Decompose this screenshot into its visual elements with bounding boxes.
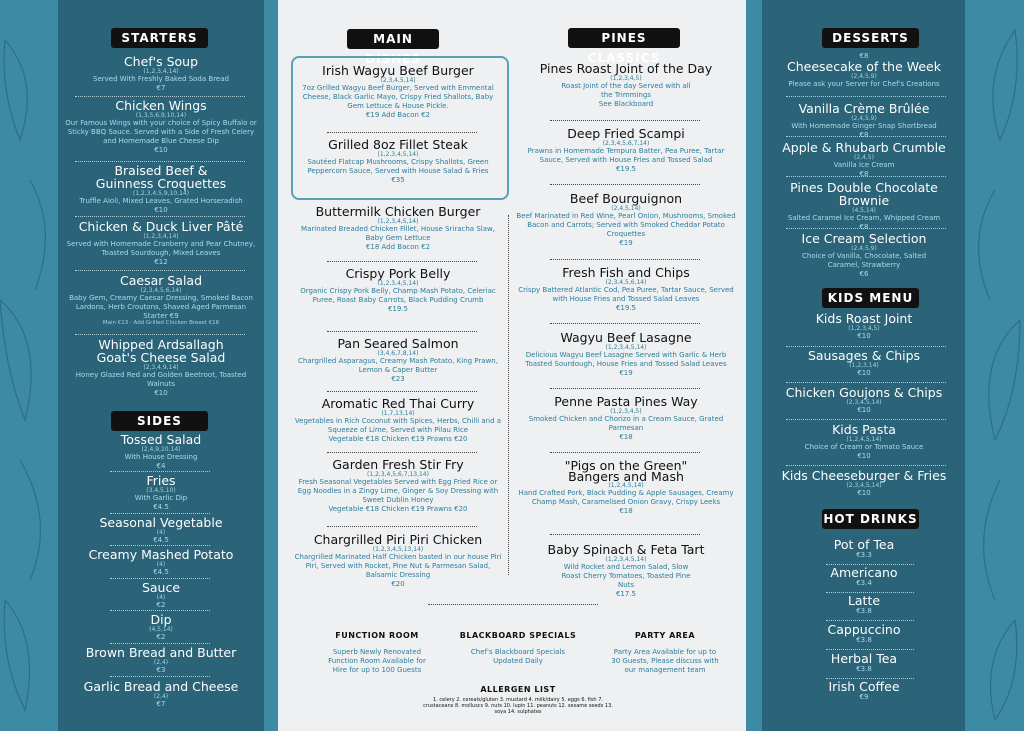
allergen-code: (1,2,3,4,5) [610,408,642,415]
classic-item [515,127,737,173]
item-price: €19.5 [615,304,637,312]
allergen-code: (4) [156,529,166,536]
item-description: Organic Crispy Pork Belly, Champ Mash Potato, Celeriac Puree, Roast Baby Carrots, Black Pudding Crumb [300,287,496,304]
allergen-code: (2,4,5,9) [851,115,877,122]
item-name: Chef's Soup [123,54,199,69]
item-price: €10 [154,389,168,397]
allergen-code: (1,3,5,6,9,10,14) [135,112,187,119]
item-price: Vegetable €18 Chicken €19 Prawns €20 [328,435,468,443]
allergen-code: (1,2,3,4,5) [848,325,880,332]
column-divider [508,215,509,575]
item-name: Pines Roast Joint of the Day [539,61,713,76]
divider [75,161,245,162]
kids-item [768,349,960,377]
starter-item [64,55,258,92]
item-name: Baby Spinach & Feta Tart [547,542,705,557]
item-price: €8 [859,52,869,60]
item-price: €3.8 [856,636,872,644]
item-name: Creamy Mashed Potato [88,547,234,562]
allergen-code: (1,7,13,14) [381,410,415,417]
divider [550,452,700,453]
item-name: Herbal Tea [830,651,898,666]
item-name: Fresh Fish and Chips [562,265,690,280]
item-name: Beef Bourguignon [569,191,683,206]
item-description: Chargrilled Marinated Half Chicken basted in our house Piri Piri, Served with Rocket, Pine Nut & Parmesan Salad, Balsamic Dressing [294,553,502,579]
item-price: €18 [619,507,633,515]
divider [786,346,946,347]
item-description: Smoked Chicken and Chorizo in a Cream Sauce, Grated Parmesan [528,415,724,432]
divider [550,120,700,121]
item-price: €19 [619,369,633,377]
starter-item [64,220,258,266]
side-item [64,516,258,544]
divider [550,323,700,324]
classic-item [515,192,737,247]
allergen-list-title: ALLERGEN LIST [480,685,556,694]
divider [327,452,477,453]
kids-item [768,423,960,460]
item-price: €10 [857,332,871,340]
divider [110,578,210,579]
item-price: €10 [857,406,871,414]
kids-menu-header: KIDS MENU [822,288,919,308]
item-price: €10 [857,489,871,497]
item-description: Wild Rocket and Lemon Salad, Slow Roast Cherry Tomatoes, Toasted Pine Nuts [561,563,691,589]
item-description: Chargrilled Asparagus, Creamy Mash Potato, King Prawn, Lemon & Caper Butter [298,357,498,374]
item-price: €4.5 [153,568,169,576]
divider [786,465,946,466]
drink-item [768,680,960,701]
item-description: Served with Homemade Cranberry and Pear Chutney, Toasted Sourdough, Mixed Leaves [66,240,256,257]
divider [75,334,245,335]
main-item [294,397,502,443]
item-description: Roast Joint of the day Served with all the Trimmings [561,82,691,99]
item-price: €23 [391,375,405,383]
allergen-code: (2,4,5,14) [611,205,641,212]
item-price: See Blackboard [598,100,654,108]
item-price: €8 [859,223,869,231]
divider [110,513,210,514]
kids-item [768,312,960,340]
item-price: €18 Add Bacon €2 [365,243,431,251]
item-name: Chicken Wings [115,98,207,113]
divider [786,96,946,97]
main-featured-item [296,64,500,119]
item-description: Salted Caramel Ice Cream, Whipped Cream [787,214,941,222]
item-description: Crispy Battered Atlantic Cod, Pea Puree, Tartar Sauce, Served with House Fries and Tossed Salad Leaves [518,286,734,303]
allergen-code: (1,2,3,14) [849,362,879,369]
divider [110,643,210,644]
item-name: Pines Double Chocolate Brownie [790,180,938,208]
item-description: Served With Freshly Baked Soda Bread [93,75,229,83]
item-name: Chicken & Duck Liver Pâté [78,219,244,234]
allergen-list: 1. celery 2. cereals/gluten 3. mustard 4. milk/dairy 5. eggs 6. fish 7. crustaceans 8. molluscs 9. nuts 10. lupin 11. peanuts 12. sesame seeds 13. soya 14. sulphates [423,697,613,715]
item-price: €7 [156,700,166,708]
divider [110,676,210,677]
allergen-code: (4,5,14) [149,626,173,633]
item-price: €4.5 [153,503,169,511]
divider [327,391,477,392]
item-name: Sauce [141,580,181,595]
dessert-item [768,181,960,231]
dessert-item [768,52,960,89]
classic-item [515,543,737,598]
item-description: Hand Crafted Pork, Black Pudding & Apple Sausages, Creamy Champ Mash, Caramelised Onion Gravy, Crispy Leeks [518,489,734,506]
side-item [64,433,258,470]
divider [550,259,700,260]
allergen-code: (1,2,4,5,14) [846,436,882,443]
item-price: €10 [154,146,168,154]
item-description: Marinated Breaded Chicken Fillet, House Sriracha Slaw, Baby Gem Lettuce [301,225,495,242]
item-name: Americano [830,565,898,580]
desserts-header: DESSERTS [822,28,919,48]
item-name: Apple & Rhubarb Crumble [782,140,946,155]
item-description: Choice of Cream or Tomato Sauce [804,443,924,451]
side-item [64,680,258,708]
allergen-code: (2,3,4,5,14) [846,399,882,406]
allergen-code: (1,2,3,4,14) [143,233,179,240]
side-item [64,613,258,641]
main-featured-item [296,138,500,184]
item-name: Fries [146,473,176,488]
item-name: Deep Fried Scampi [567,126,685,141]
starter-item [64,99,258,154]
item-price: €4.5 [153,536,169,544]
item-name: Latte [847,593,881,608]
item-name: Brown Bread and Butter [85,645,237,660]
item-description: Truffle Aioli, Mixed Leaves, Grated Horseradish [79,197,243,205]
divider [327,132,477,133]
item-price: €3.3 [856,551,872,559]
allergen-code: (2,3,4,5,6,7,14) [602,140,650,147]
allergen-code: (1,2,4,5,14) [608,482,644,489]
item-price: €3.4 [856,579,872,587]
allergen-code: (2,3,4,5,6,14) [140,287,182,294]
main-item [294,533,502,588]
item-price: €10 [857,369,871,377]
item-price: €4 [156,462,166,470]
allergen-code: (1,2,3,4,5,13,14) [372,546,424,553]
item-name: Pot of Tea [833,537,895,552]
item-price: €19.5 [387,305,409,313]
divider [110,545,210,546]
dessert-item [768,141,960,178]
starter-item [64,338,258,397]
allergen-code: (2,4) [153,659,169,666]
item-description: Prawns in Homemade Tempura Batter, Pea Puree, Tartar Sauce, Served with House Fries and Tossed Salad [527,147,725,164]
item-description: With Garlic Dip [134,494,188,502]
item-description: With Homemade Ginger Snap Shortbread [791,122,937,130]
allergen-code: (2,4) [153,693,169,700]
divider [550,184,700,185]
item-description: Honey Glazed Red and Golden Beetroot, Toasted Walnuts [75,371,247,388]
function-room-text: Superb Newly Renovated Function Room Available for Hire for up to 100 Guests [328,648,426,674]
allergen-code: (4,5,14) [852,207,876,214]
divider [75,216,245,217]
main-item [294,267,502,313]
item-description: Fresh Seasonal Vegetables Served with Egg Fried Rice or Egg Noodles in a Zingy Lime, Ginger & Soy Dressing with Sweet Dublin Honey [297,478,499,504]
divider [327,526,477,527]
allergen-code: (3,4,5,10) [146,487,176,494]
allergen-code: (1,2,3,4,5) [610,75,642,82]
divider [786,176,946,177]
item-name: Garlic Bread and Cheese [83,679,239,694]
item-description: With House Dressing [124,453,198,461]
allergen-code: (4) [156,561,166,568]
left-stripe [264,0,278,731]
allergen-code: (2,3,4,5,6,14) [605,279,647,286]
allergen-code: (4) [156,594,166,601]
main-dishes-header: MAIN DISHES [347,29,439,49]
item-price: €7 [156,84,166,92]
item-name: Caesar Salad [119,273,203,288]
item-price: €6 [859,270,869,278]
item-name: Seasonal Vegetable [99,515,223,530]
item-name: Pan Seared Salmon [337,336,459,351]
side-item [64,548,258,576]
allergen-code: (1,2,3,4,5,6,7,13,14) [367,471,429,478]
sides-header: SIDES [111,411,208,431]
allergen-code: (1,2,3,4,5,9,10,14) [132,190,190,197]
item-description: 7oz Grilled Wagyu Beef Burger, Served with Emmental Cheese, Black Garlic Mayo, Crispy Fried Shallots, Baby Gem Lettuce & House Pickle. [302,84,494,110]
main-item [294,458,502,513]
side-item [64,474,258,511]
item-name: Grilled 8oz Fillet Steak [328,137,468,152]
item-price: €2 [156,601,166,609]
allergen-code: (2,3,4,5,14) [846,482,882,489]
allergen-code: (2,4,5) [854,154,874,161]
classic-item [515,460,737,515]
item-name: Dip [150,612,172,627]
item-price: €12 [154,258,168,266]
divider [327,261,477,262]
party-area-title: PARTY AREA [634,631,696,640]
item-name: Vanilla Crème Brûlée [798,101,930,116]
side-item [64,646,258,674]
item-price: €35 [391,176,405,184]
allergen-code: (2,3,4,5,14) [380,77,416,84]
item-name: Kids Pasta [832,422,896,437]
item-price: €19.5 [615,165,637,173]
item-name: Cheesecake of the Week [787,59,941,74]
item-name: Irish Coffee [828,679,900,694]
item-price: €17.5 [615,590,637,598]
allergen-code: (2,4,5,9) [851,245,877,252]
allergen-code: (1,2,3,4,5,14) [605,556,647,563]
drink-item [768,594,960,615]
item-name: Buttermilk Chicken Burger [315,204,481,219]
item-price: Vegetable €18 Chicken €19 Prawns €20 [328,505,468,513]
divider [826,620,914,621]
item-name: Crispy Pork Belly [345,266,451,281]
drink-item [768,623,960,644]
item-price: Starter €9 [143,312,179,320]
item-extra-price: Main €13 · Add Grilled Chicken Breast €16 [102,320,220,326]
dessert-item [768,102,960,139]
item-price: €9 [859,693,869,701]
divider [110,471,210,472]
kids-item [768,386,960,414]
divider [550,388,700,389]
item-name: Whipped Ardsallagh Goat's Cheese Salad [96,337,226,365]
item-name: Kids Roast Joint [815,311,913,326]
classic-item [515,395,737,441]
item-name: Chargrilled Piri Piri Chicken [313,532,483,547]
leaf-pattern [965,0,1024,731]
item-name: Wagyu Beef Lasagne [560,330,692,345]
item-name: Penne Pasta Pines Way [554,394,698,409]
hot-drinks-header: HOT DRINKS [822,509,919,529]
item-name: Garden Fresh Stir Fry [332,457,464,472]
divider [428,604,598,605]
blackboard-text: Chef's Blackboard Specials Updated Daily [470,648,566,665]
divider [75,96,245,97]
item-name: Irish Wagyu Beef Burger [322,63,474,78]
item-name: Cappuccino [827,622,901,637]
right-stripe [746,0,762,731]
party-area-text: Party Area Available for up to 30 Guests, Please discuss with our management team [611,648,719,674]
item-price: €3 [156,666,166,674]
divider [786,419,946,420]
left-edge-decoration [0,0,58,731]
starter-item [64,164,258,214]
item-price: €3.8 [856,665,872,673]
drink-item [768,566,960,587]
item-price: €19 [619,239,633,247]
item-description: Vegetables in Rich Coconut with Spices, Herbs, Chilli and a Squeeze of Lime, Served with Pilau Rice [294,417,502,434]
allergen-code: (1,2,3,4,5,14) [605,344,647,351]
item-price: €10 [857,452,871,460]
item-description: Sautéed Flatcap Mushrooms, Crispy Shallots, Green Peppercorn Sauce, Served with House Salad & Fries [307,158,489,175]
item-price: €8 [859,170,869,178]
item-name: Tossed Salad [120,432,202,447]
starter-item [64,274,258,327]
starters-header: STARTERS [111,28,208,48]
allergen-code: (1,2,3,4,5,14) [377,280,419,287]
allergen-code: (2,3,4,9,14) [143,364,179,371]
divider [786,228,946,229]
item-description: Delicious Wagyu Beef Lasagne Served with Garlic & Herb Toasted Sourdough, House Fries and Tossed Salad Leaves [525,351,727,368]
leaf-pattern [0,0,58,731]
divider [826,649,914,650]
classic-item [515,266,737,312]
allergen-code: (3,4,6,7,8,14) [377,350,419,357]
item-name: "Pigs on the Green" Bangers and Mash [564,458,688,484]
drink-item [768,652,960,673]
divider [110,610,210,611]
pines-classics-header: PINES CLASSICS [568,28,680,48]
blackboard-title: BLACKBOARD SPECIALS [459,631,577,640]
item-description: Please ask your Server for Chef's Creations [788,80,940,88]
item-price: €18 [619,433,633,441]
classic-item [515,331,737,377]
side-item [64,581,258,609]
item-description: Choice of Vanilla, Chocolate, Salted Caramel, Strawberry [801,252,927,269]
divider [786,136,946,137]
divider [786,382,946,383]
main-item [294,337,502,383]
allergen-code: (1,2,3,4,5,14) [377,151,419,158]
item-price: €19 Add Bacon €2 [365,111,431,119]
item-name: Kids Cheeseburger & Fries [781,468,947,483]
kids-item [768,469,960,497]
item-price: €10 [154,206,168,214]
divider [550,534,700,535]
item-name: Sausages & Chips [807,348,921,363]
allergen-code: (1,2,3,4,14) [143,68,179,75]
item-price: €8 [859,131,869,139]
allergen-code: (2,4,5,9) [851,73,877,80]
item-price: €2 [156,633,166,641]
item-name: Chicken Goujons & Chips [785,385,943,400]
item-description: Vanilla Ice Cream [833,161,895,169]
main-item [294,205,502,251]
classic-item [515,62,737,108]
item-description: Our Famous Wings with your choice of Spicy Buffalo or Sticky BBQ Sauce. Served with a Side of Fresh Celery and Homemade Blue Cheese Dip [65,119,257,145]
dessert-item [768,232,960,278]
item-name: Ice Cream Selection [801,231,927,246]
divider [75,270,245,271]
item-description: Baby Gem, Creamy Caesar Dressing, Smoked Bacon Lardons, Herb Croutons, Shaved Aged Parmesan [69,294,253,311]
item-description: Beef Marinated in Red Wine, Pearl Onion, Mushrooms, Smoked Bacon and Carrots; Served with Smoked Cheddar Potato Croquettes [516,212,736,238]
function-room-title: FUNCTION ROOM [335,631,419,640]
right-edge-decoration [965,0,1024,731]
item-price: €3.8 [856,607,872,615]
item-price: €20 [391,580,405,588]
allergen-code: (1,2,3,4,5,14) [377,218,419,225]
allergen-code: (2,4,9,10,14) [141,446,181,453]
divider [327,331,477,332]
item-name: Aromatic Red Thai Curry [321,396,475,411]
drink-item [768,538,960,559]
item-name: Braised Beef & Guinness Croquettes [95,163,227,191]
